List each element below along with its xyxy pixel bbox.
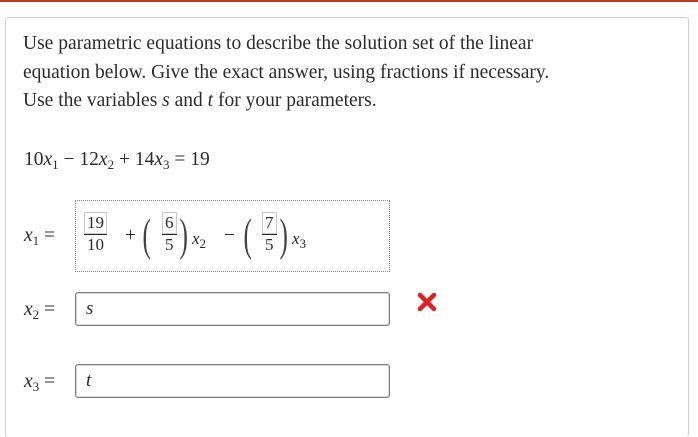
x2-term: $x_2$ [192, 229, 207, 251]
x3-input[interactable]: t [75, 364, 390, 398]
minus-operator: − [224, 225, 235, 246]
x2-input[interactable]: s [75, 292, 390, 326]
fraction-6-5[interactable]: $\frac{6}{5}$ [162, 212, 177, 255]
param-t: t [207, 90, 214, 111]
x3-label: $x_3$ = [24, 371, 56, 394]
x2-label: $x_2$ = [24, 299, 56, 322]
fraction-7-5[interactable]: $\frac{7}{5}$ [262, 212, 277, 255]
right-paren-2: ) [279, 209, 288, 260]
question-prompt [23, 30, 673, 116]
top-accent-rule [0, 0, 698, 2]
param-s: s [162, 90, 170, 111]
x-mark-icon [416, 291, 438, 313]
prompt-line-3: Use the variables s and t for your parameters. [23, 90, 377, 111]
left-paren-1: ( [142, 209, 151, 260]
x1-label: $x_1$ = [24, 225, 56, 248]
prompt-line-2: equation below. Give the exact answer, using fractions if necessary. [23, 61, 550, 83]
linear-equation: $10x_1 - 12x_2 + 14x_3 = 19$ [24, 149, 210, 172]
x3-term: $x_3$ [292, 229, 307, 251]
right-paren-1: ) [179, 209, 188, 260]
fraction-19-10[interactable]: $\frac{19}{10}$ [84, 212, 107, 255]
plus-operator: + [125, 225, 136, 246]
prompt-line-1: Use parametric equations to describe the solution set of the linear [23, 33, 534, 54]
left-paren-2: ( [243, 209, 252, 260]
